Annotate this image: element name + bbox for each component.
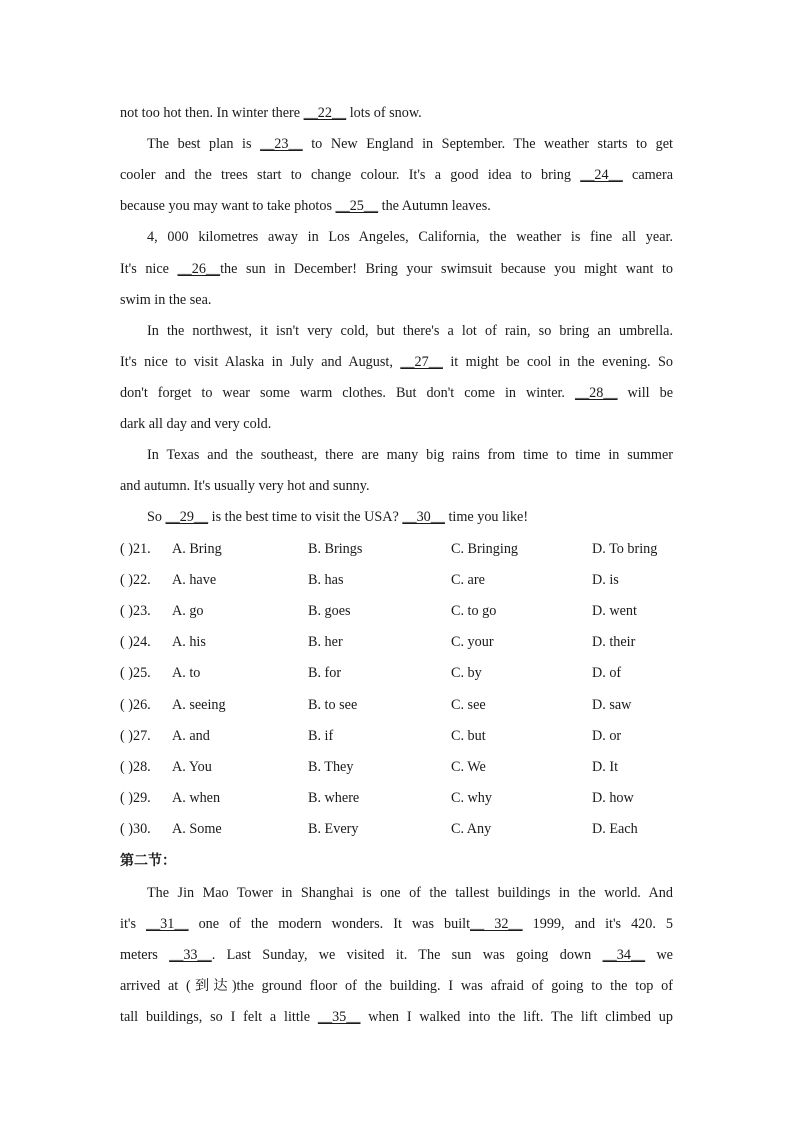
option-a: A. when	[172, 789, 221, 806]
text-line	[120, 351, 673, 382]
text-segment: arrived at (到达)the ground floor of the building. I was afraid of going to the top of	[120, 978, 673, 995]
text-segment: 4, 000 kilometres away in Los Angeles, California, the weather is fine all year.	[147, 229, 673, 246]
option-c: C. why	[451, 789, 492, 806]
text-segment: The best plan is	[147, 136, 261, 153]
option-d: D. is	[592, 572, 619, 589]
text-segment: to New England in September. The weather starts to get	[302, 136, 673, 153]
question-number: ( )21.	[120, 541, 151, 557]
option-b: B. to see	[308, 696, 358, 713]
text-line	[120, 289, 673, 320]
question-row	[120, 787, 680, 818]
text-segment: it might be cool in the evening. So	[442, 353, 674, 370]
option-c: C. Bringing	[451, 541, 519, 557]
text-segment: will be	[617, 384, 673, 401]
text-segment: dark all day and very cold.	[120, 416, 272, 432]
text-segment: is the best time to visit the USA?	[208, 509, 403, 526]
text-line	[120, 195, 673, 226]
text-segment: don't forget to wear some warm clothes. But don't come in winter.	[120, 384, 575, 401]
option-c: C. see	[451, 696, 486, 713]
question-number: ( )27.	[120, 727, 151, 744]
answer-blank: __27__	[400, 353, 443, 370]
answer-blank: __23__	[260, 136, 303, 153]
option-d: D. saw	[592, 696, 632, 713]
question-number: ( )28.	[120, 758, 151, 775]
option-a: A. Some	[172, 820, 222, 837]
option-c: C. to go	[451, 603, 497, 620]
answer-blank: __34__	[602, 947, 646, 964]
option-b: B. They	[308, 758, 354, 775]
option-b: B. has	[308, 572, 344, 589]
option-d: D. To bring	[592, 541, 658, 557]
option-a: A. have	[172, 572, 217, 589]
text-segment: because you may want to take photos	[120, 198, 336, 215]
text-segment: it's	[120, 916, 146, 933]
text-line	[120, 913, 673, 944]
option-b: B. where	[308, 789, 360, 806]
option-b: B. for	[308, 665, 342, 682]
answer-blank: __26__	[177, 260, 221, 277]
option-b: B. if	[308, 727, 334, 744]
option-d: D. of	[592, 665, 622, 682]
answer-blank: __25__	[335, 198, 379, 215]
text-line	[120, 475, 673, 506]
question-row	[120, 600, 680, 631]
option-a: A. You	[172, 758, 212, 775]
question-number: ( )30.	[120, 820, 151, 837]
option-c: C. by	[451, 665, 482, 682]
option-b: B. Brings	[308, 541, 363, 557]
option-b: B. her	[308, 634, 343, 651]
question-number: ( )23.	[120, 603, 151, 620]
text-segment: not too hot then. In winter there	[120, 105, 304, 121]
option-c: C. your	[451, 634, 494, 651]
text-line	[120, 944, 673, 975]
option-d: D. went	[592, 603, 637, 620]
text-line	[147, 133, 673, 164]
answer-blank: __22__	[303, 105, 347, 121]
option-d: D. or	[592, 727, 622, 744]
section-heading: 第二节：	[120, 853, 176, 869]
text-segment: So	[147, 509, 166, 526]
text-segment: swim in the sea.	[120, 291, 212, 308]
option-b: B. goes	[308, 603, 351, 620]
answer-blank: __ 32__	[470, 916, 523, 933]
answer-blank: __24__	[580, 167, 623, 184]
question-number: ( )24.	[120, 634, 151, 651]
text-segment: tall buildings, so I felt a little	[120, 1009, 318, 1026]
option-a: A. to	[172, 665, 201, 682]
text-line	[120, 1006, 673, 1037]
text-line	[147, 444, 673, 475]
question-row	[120, 725, 680, 756]
text-segment: the Autumn leaves.	[378, 198, 491, 215]
question-row	[120, 662, 680, 693]
question-number: ( )29.	[120, 789, 151, 806]
option-d: D. It	[592, 758, 619, 775]
text-line	[120, 975, 673, 1006]
text-segment: the sun in December! Bring your swimsuit because you might want to	[220, 260, 673, 277]
text-segment: meters	[120, 947, 170, 964]
text-line	[120, 382, 673, 413]
question-row	[120, 756, 680, 787]
question-number: ( )22.	[120, 572, 151, 589]
text-segment: It's nice to visit Alaska in July and August,	[120, 353, 401, 370]
text-segment: It's nice	[120, 260, 178, 277]
text-segment: cooler and the trees start to change colour. It's a good idea to bring	[120, 167, 581, 184]
option-a: A. Bring	[172, 541, 222, 557]
text-segment: In Texas and the southeast, there are many big rains from time to time in summer	[147, 447, 673, 464]
option-d: D. how	[592, 789, 634, 806]
text-segment: we	[645, 947, 673, 964]
text-line	[120, 258, 673, 289]
text-segment: The Jin Mao Tower in Shanghai is one of the tallest buildings in the world. And	[147, 885, 673, 901]
text-segment: time you like!	[444, 509, 529, 526]
text-line	[147, 506, 673, 537]
text-segment: when I walked into the lift. The lift climbed up	[360, 1009, 673, 1026]
answer-blank: __30__	[402, 509, 445, 526]
text-line	[120, 413, 673, 444]
question-row	[120, 569, 680, 600]
question-row	[120, 694, 680, 725]
text-line	[147, 226, 673, 257]
option-c: C. are	[451, 572, 485, 589]
text-segment: In the northwest, it isn't very cold, but there's a lot of rain, so bring an umbrella.	[147, 322, 673, 339]
question-row	[120, 631, 680, 662]
option-a: A. go	[172, 603, 204, 620]
text-line	[147, 320, 673, 351]
option-c: C. Any	[451, 820, 492, 837]
option-d: D. Each	[592, 820, 638, 837]
text-segment: lots of snow.	[346, 105, 422, 121]
text-line	[120, 102, 673, 133]
answer-blank: __28__	[574, 384, 618, 401]
answer-blank: __31__	[145, 916, 189, 933]
option-a: A. seeing	[172, 696, 226, 713]
question-row	[120, 538, 680, 569]
question-number: ( )25.	[120, 665, 151, 682]
option-c: C. We	[451, 758, 486, 775]
answer-blank: __35__	[317, 1009, 361, 1026]
text-segment: 1999, and it's 420. 5	[522, 916, 674, 933]
question-row	[120, 818, 680, 849]
option-b: B. Every	[308, 820, 359, 837]
text-segment: and autumn. It's usually very hot and sunny.	[120, 478, 370, 495]
answer-blank: __29__	[165, 509, 209, 526]
option-c: C. but	[451, 727, 486, 744]
option-a: A. and	[172, 727, 210, 744]
question-number: ( )26.	[120, 696, 151, 713]
text-segment: camera	[622, 167, 673, 184]
answer-blank: __33__	[169, 947, 212, 964]
text-segment: . Last Sunday, we visited it. The sun was going down	[211, 947, 603, 964]
option-a: A. his	[172, 634, 206, 651]
text-line	[120, 164, 673, 195]
option-d: D. their	[592, 634, 636, 651]
text-segment: one of the modern wonders. It was built	[188, 916, 471, 933]
text-line	[147, 882, 673, 913]
